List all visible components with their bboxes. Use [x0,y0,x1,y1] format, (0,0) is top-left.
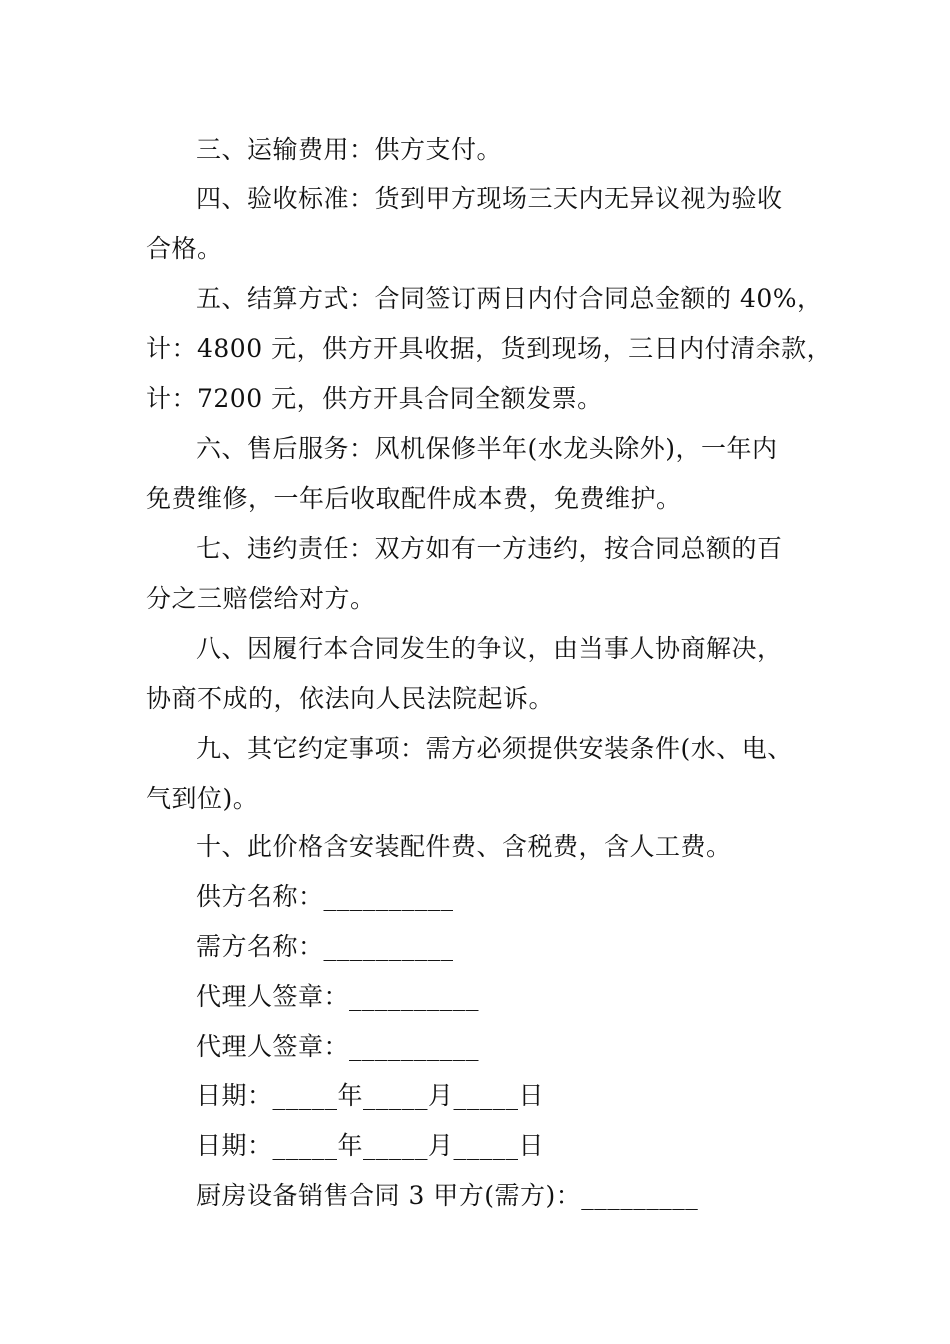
buyer-name-field: 需方名称：__________ [196,932,454,961]
date-field-2: 日期：_____年_____月_____日 [196,1131,545,1160]
clause-8-line-2: 协商不成的，依法向人民法院起诉。 [146,684,555,713]
clause-6-line-1: 六、售后服务：风机保修半年(水龙头除外)，一年内 [196,434,778,463]
supplier-name-field: 供方名称：__________ [196,882,454,911]
clause-9-line-2: 气到位)。 [146,784,259,813]
clause-5-line-2: 计：4800 元，供方开具收据，货到现场，三日内付清余款， [146,334,833,363]
clause-8-line-1: 八、因履行本合同发生的争议，由当事人协商解决， [196,634,783,663]
date-field-1: 日期：_____年_____月_____日 [196,1081,545,1110]
clause-9-line-1: 九、其它约定事项：需方必须提供安装条件(水、电、 [196,734,793,763]
clause-4-line-1: 四、验收标准：货到甲方现场三天内无异议视为验收 [196,184,783,213]
clause-10-line-1: 十、此价格含安装配件费、含税费，含人工费。 [196,832,732,861]
clause-7-line-2: 分之三赔偿给对方。 [146,584,376,613]
agent-signature-field-2: 代理人签章：__________ [196,1032,480,1061]
agent-signature-field-1: 代理人签章：__________ [196,982,480,1011]
clause-5-line-1: 五、结算方式：合同签订两日内付合同总金额的 40%， [196,284,823,313]
clause-3-line-1: 三、运输费用：供方支付。 [196,135,503,164]
clause-6-line-2: 免费维修，一年后收取配件成本费，免费维护。 [146,484,682,513]
clause-5-line-3: 计：7200 元，供方开具合同全额发票。 [146,384,603,413]
clause-4-line-2: 合格。 [146,234,223,263]
clause-7-line-1: 七、违约责任：双方如有一方违约，按合同总额的百 [196,534,783,563]
next-contract-heading: 厨房设备销售合同 3 甲方(需方)：_________ [196,1181,699,1210]
